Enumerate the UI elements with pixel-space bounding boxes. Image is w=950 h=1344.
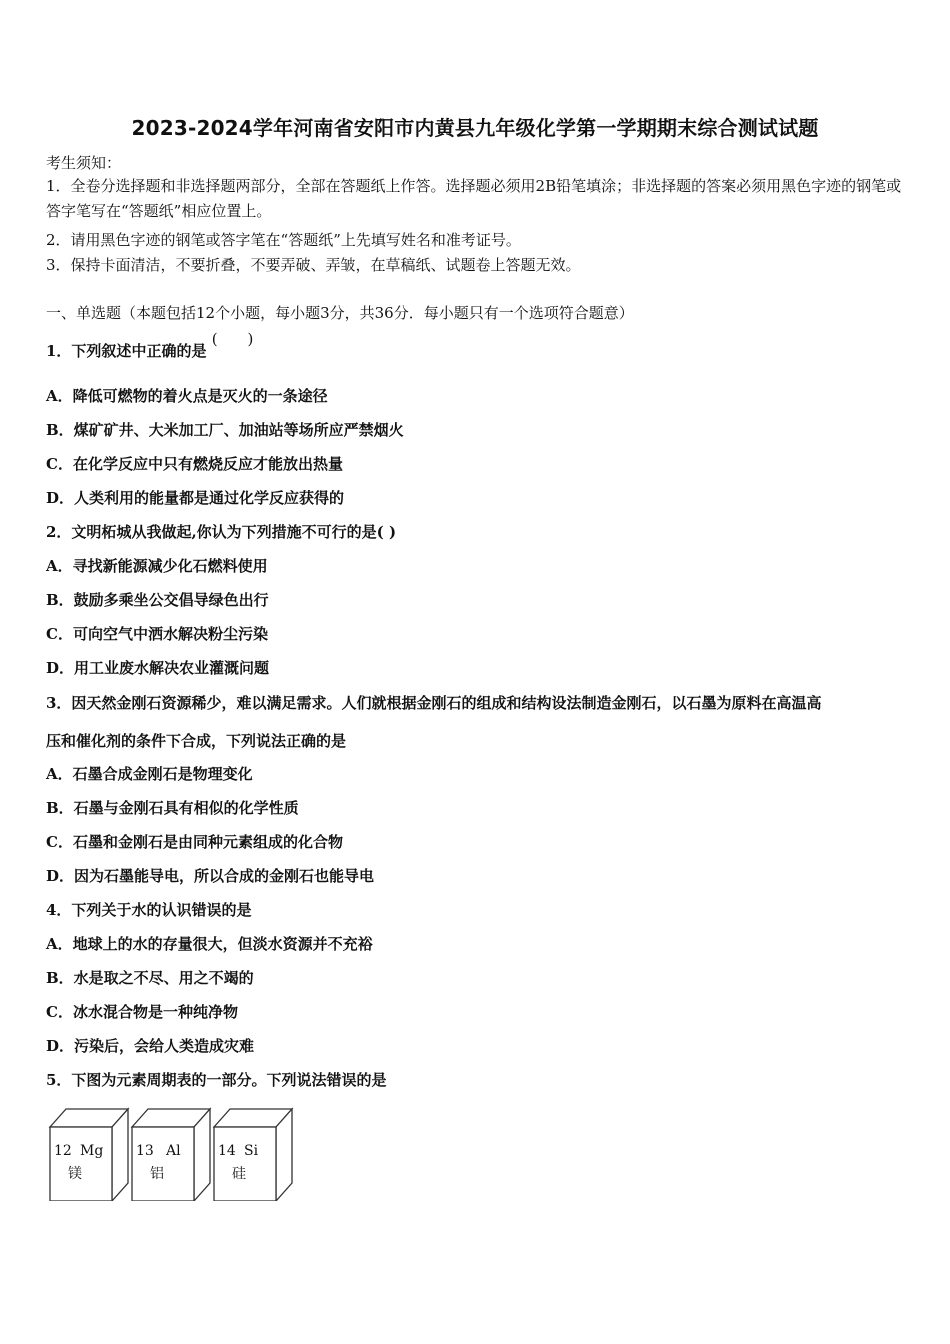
question-2-option-c: C．可向空气中洒水解决粉尘污染 — [46, 625, 268, 643]
notice-item-3: 3．保持卡面清洁，不要折叠，不要弄破、弄皱，在草稿纸、试题卷上答题无效。 — [46, 256, 581, 274]
notice-heading: 考生须知： — [46, 154, 122, 172]
element-symbol: Mg — [80, 1143, 104, 1159]
notice-item-2: 2．请用黑色字迹的钢笔或答字笔在“答题纸”上先填写姓名和准考证号。 — [46, 231, 521, 249]
question-1-text: 1．下列叙述中正确的是 — [46, 342, 207, 360]
question-1-stem — [46, 330, 254, 361]
element-number: 12 — [54, 1143, 72, 1159]
question-3-option-c: C．石墨和金刚石是由同种元素组成的化合物 — [46, 833, 343, 851]
section-heading: 一、单选题（本题包括12个小题，每小题3分，共36分．每小题只有一个选项符合题意） — [46, 304, 634, 322]
element-name: 镁 — [68, 1166, 82, 1182]
question-3-stem-line2: 压和催化剂的条件下合成，下列说法正确的是 — [46, 732, 347, 750]
question-1-option-b: B．煤矿矿井、大米加工厂、加油站等场所应严禁烟火 — [46, 421, 404, 439]
question-1-paren: ( ) — [211, 330, 254, 348]
question-3-option-b: B．石墨与金刚石具有相似的化学性质 — [46, 799, 299, 817]
question-2-option-a: A．寻找新能源减少化石燃料使用 — [46, 557, 268, 575]
question-1-option-c: C．在化学反应中只有燃烧反应才能放出热量 — [46, 455, 343, 473]
question-1-option-a: A．降低可燃物的着火点是灭火的一条途径 — [46, 387, 328, 405]
question-2-option-b: B．鼓励多乘坐公交倡导绿色出行 — [46, 591, 269, 609]
question-4-stem: 4．下列关于水的认识错误的是 — [46, 901, 252, 919]
question-2-stem: 2．文明柘城从我做起,你认为下列措施不可行的是( ) — [46, 523, 397, 541]
question-4-option-a: A．地球上的水的存量很大，但淡水资源并不充裕 — [46, 935, 373, 953]
notice-item-1: 1．全卷分选择题和非选择题两部分，全部在答题纸上作答。选择题必须用2B铅笔填涂；非选择题的答案必须用黑色字迹的钢笔或答字笔写在“答题纸”相应位置上。 — [46, 177, 902, 220]
element-number: 14 — [218, 1143, 236, 1159]
question-4-option-c: C．冰水混合物是一种纯净物 — [46, 1003, 238, 1021]
element-number: 13 — [136, 1143, 154, 1159]
element-name: 硅 — [232, 1166, 246, 1182]
element-cell-si — [212, 1105, 294, 1201]
question-1-option-d: D．人类利用的能量都是通过化学反应获得的 — [46, 489, 345, 507]
element-cell-mg — [48, 1105, 130, 1201]
question-5-stem: 5．下图为元素周期表的一部分。下列说法错误的是 — [46, 1071, 387, 1089]
element-symbol: Si — [244, 1143, 259, 1159]
question-4-option-b: B．水是取之不尽、用之不竭的 — [46, 969, 254, 987]
element-symbol: Al — [166, 1143, 181, 1159]
element-cell-al — [130, 1105, 212, 1201]
element-name: 铝 — [150, 1166, 164, 1182]
question-2-option-d: D．用工业废水解决农业灌溉问题 — [46, 659, 270, 677]
page-title: 2023-2024学年河南省安阳市内黄县九年级化学第一学期期末综合测试试题 — [131, 116, 819, 140]
question-3-option-d: D．因为石墨能导电，所以合成的金刚石也能导电 — [46, 867, 375, 885]
question-3-option-a: A．石墨合成金刚石是物理变化 — [46, 765, 253, 783]
question-3-stem-line1: 3．因天然金刚石资源稀少，难以满足需求。人们就根据金刚石的组成和结构设法制造金刚石，以石墨为原料在高温高 — [46, 694, 822, 712]
question-4-option-d: D．污染后，会给人类造成灾难 — [46, 1037, 255, 1055]
